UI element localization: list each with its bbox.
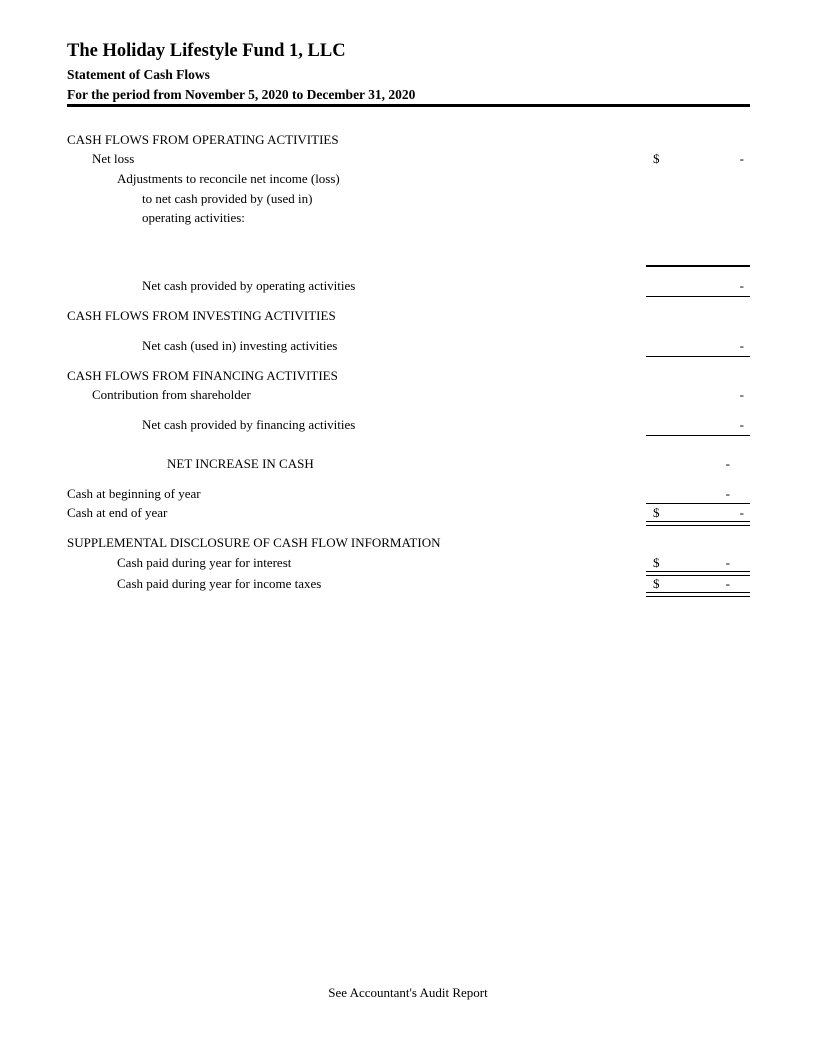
investing-net-cash-label: Net cash (used in) investing activities xyxy=(142,338,338,353)
cash-end-double-rule xyxy=(646,521,750,526)
statement-title: Statement of Cash Flows xyxy=(67,67,210,82)
cash-end-label: Cash at end of year xyxy=(67,505,168,520)
operating-total-rule xyxy=(646,296,750,297)
interest-value: - xyxy=(725,555,730,570)
operating-heading: CASH FLOWS FROM OPERATING ACTIVITIES xyxy=(67,132,339,147)
cash-beginning-value: - xyxy=(725,486,730,501)
net-increase-label: NET INCREASE IN CASH xyxy=(167,456,314,471)
header-rule xyxy=(67,104,750,107)
financing-net-cash-label: Net cash provided by financing activities xyxy=(142,417,356,432)
investing-net-cash-value: - xyxy=(739,338,744,353)
contribution-label: Contribution from shareholder xyxy=(92,387,251,402)
company-name: The Holiday Lifestyle Fund 1, LLC xyxy=(67,41,346,61)
net-loss-currency: $ xyxy=(653,151,660,166)
cash-beginning-rule xyxy=(646,503,750,504)
adjustments-line-1: Adjustments to reconcile net income (loss) xyxy=(117,171,340,186)
cash-beginning-label: Cash at beginning of year xyxy=(67,486,201,501)
taxes-double-rule xyxy=(646,592,750,597)
investing-total-rule xyxy=(646,356,750,357)
taxes-label: Cash paid during year for income taxes xyxy=(117,576,322,591)
statement-period: For the period from November 5, 2020 to December 31, 2020 xyxy=(67,87,416,102)
operating-net-cash-value: - xyxy=(739,278,744,293)
net-loss-label: Net loss xyxy=(92,151,135,166)
financing-heading: CASH FLOWS FROM FINANCING ACTIVITIES xyxy=(67,368,338,383)
cash-end-currency: $ xyxy=(653,505,660,520)
interest-double-rule xyxy=(646,571,750,576)
operating-net-cash-label: Net cash provided by operating activities xyxy=(142,278,356,293)
operating-subtotal-rule xyxy=(646,265,750,267)
net-increase-value: - xyxy=(725,456,730,471)
taxes-currency: $ xyxy=(653,576,660,591)
interest-label: Cash paid during year for interest xyxy=(117,555,292,570)
interest-currency: $ xyxy=(653,555,660,570)
adjustments-line-3: operating activities: xyxy=(142,210,245,225)
contribution-value: - xyxy=(739,387,744,402)
financing-net-cash-value: - xyxy=(739,417,744,432)
adjustments-line-2: to net cash provided by (used in) xyxy=(142,191,313,206)
investing-heading: CASH FLOWS FROM INVESTING ACTIVITIES xyxy=(67,308,336,323)
cash-end-value: - xyxy=(739,505,744,520)
net-loss-value: - xyxy=(739,151,744,166)
financing-total-rule xyxy=(646,435,750,436)
supplemental-heading: SUPPLEMENTAL DISCLOSURE OF CASH FLOW INFORMATION xyxy=(67,535,441,550)
taxes-value: - xyxy=(725,576,730,591)
audit-report-note: See Accountant's Audit Report xyxy=(328,985,488,1000)
